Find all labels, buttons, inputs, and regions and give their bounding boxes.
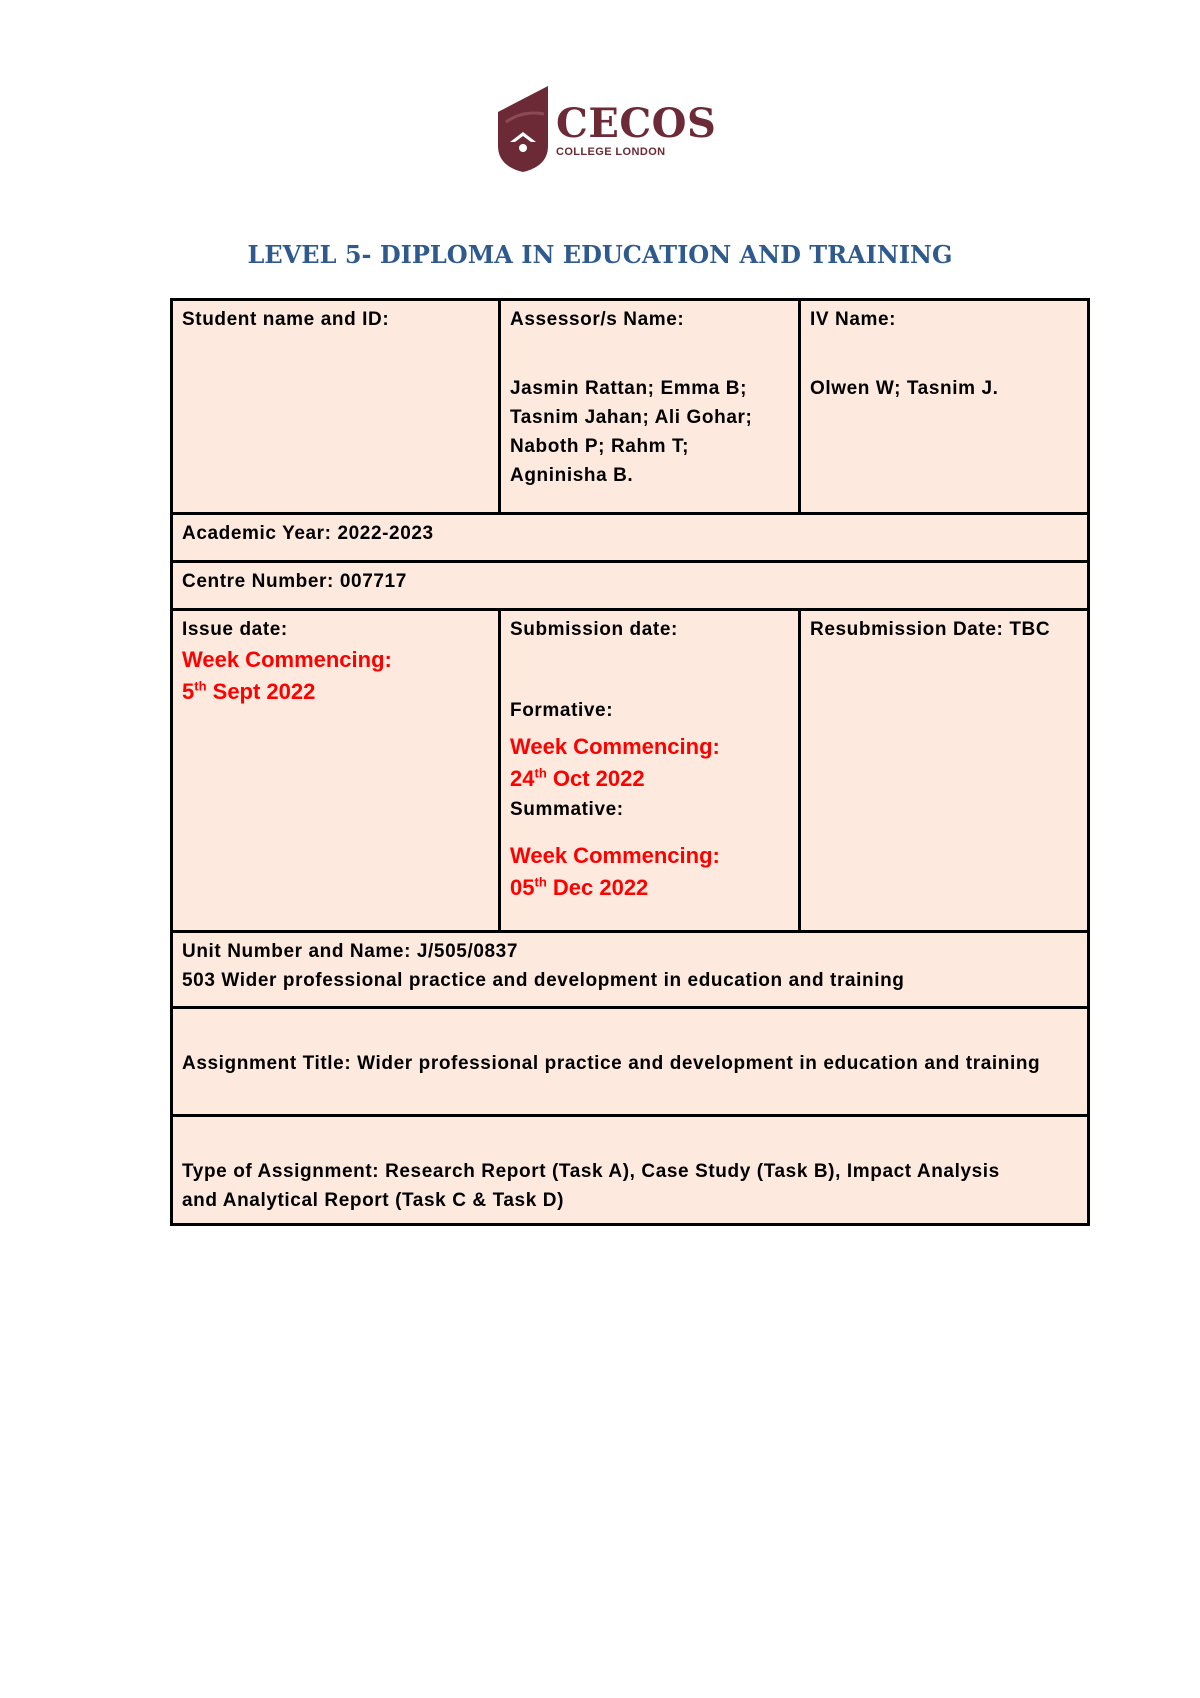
submission-date-cell xyxy=(498,608,801,933)
student-label: Student name and ID: xyxy=(182,309,390,330)
college-logo xyxy=(496,84,717,174)
assessor-name: Agninisha B. xyxy=(510,465,634,486)
assignment-title-cell xyxy=(170,1006,1090,1117)
logo-name: CECOS xyxy=(556,100,717,147)
summative-label: Summative: xyxy=(510,799,624,820)
centre-number-cell xyxy=(170,560,1090,611)
assignment-type: Type of Assignment: Research Report (Task A), Case Study (Task B), Impact Analysis and Analytical Report (Task C & Task D) xyxy=(182,1161,1000,1211)
iv-label: IV Name: xyxy=(810,309,897,330)
assignment-type-cell xyxy=(170,1114,1090,1226)
logo-subtitle: COLLEGE LONDON xyxy=(556,146,666,158)
unit-name: 503 Wider professional practice and development in education and training xyxy=(182,970,905,991)
centre-number: Centre Number: 007717 xyxy=(182,571,407,592)
assessor-label: Assessor/s Name: xyxy=(510,309,685,330)
assessor-name: Naboth P; Rahm T; xyxy=(510,436,690,457)
unit-cell xyxy=(170,930,1090,1009)
issue-date-label: Issue date: xyxy=(182,619,288,640)
academic-year-cell xyxy=(170,512,1090,563)
formative-week-commencing: Week Commencing: xyxy=(510,734,720,759)
iv-names: Olwen W; Tasnim J. xyxy=(810,378,999,399)
formative-label: Formative: xyxy=(510,700,614,721)
summative-week-commencing: Week Commencing: xyxy=(510,843,720,868)
submission-date-label: Submission date: xyxy=(510,619,678,640)
iv-cell xyxy=(798,298,1090,515)
formative-date-value: 24th Oct 2022 xyxy=(510,765,645,791)
issue-week-commencing: Week Commencing: xyxy=(182,647,392,672)
summative-date-value: 05th Dec 2022 xyxy=(510,874,649,900)
student-cell xyxy=(170,298,501,515)
assignment-form xyxy=(170,298,1090,1228)
assignment-title: Assignment Title: Wider professional practice and development in education and training xyxy=(182,1053,1041,1074)
issue-date-cell xyxy=(170,608,501,933)
assessor-cell xyxy=(498,298,801,515)
assessor-name: Jasmin Rattan; Emma B; xyxy=(510,378,748,399)
assessor-name: Tasnim Jahan; Ali Gohar; xyxy=(510,407,753,428)
resubmission-date: Resubmission Date: TBC xyxy=(810,619,1051,640)
document-title: LEVEL 5- DIPLOMA IN EDUCATION AND TRAINING xyxy=(247,240,953,269)
shield-icon xyxy=(496,84,556,174)
academic-year: Academic Year: 2022-2023 xyxy=(182,523,434,544)
unit-number: Unit Number and Name: J/505/0837 xyxy=(182,941,518,962)
issue-date-value: 5th Sept 2022 xyxy=(182,678,316,704)
resubmission-cell xyxy=(798,608,1090,933)
